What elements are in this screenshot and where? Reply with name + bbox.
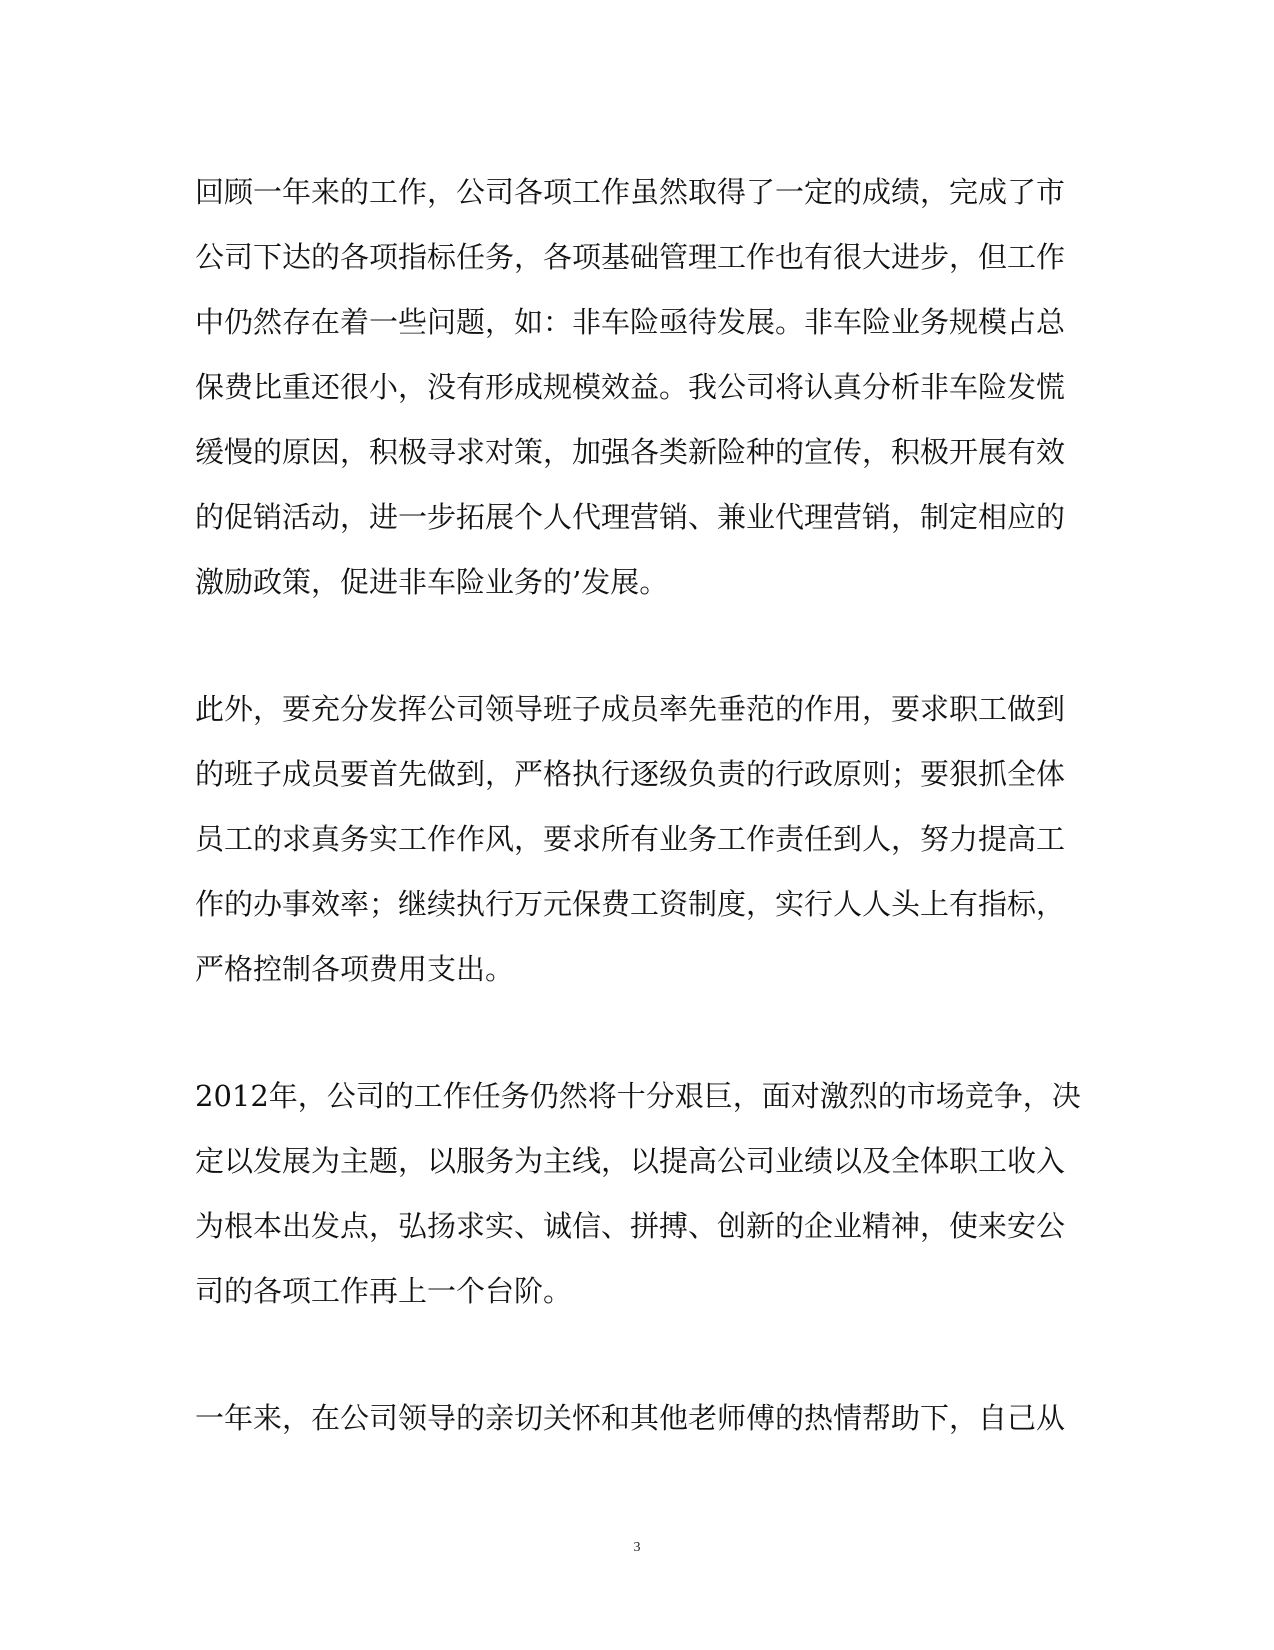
text-line: 定以发展为主题，以服务为主线，以提高公司业绩以及全体职工收入 [195, 1144, 1066, 1178]
text-line: 作的办事效率；继续执行万元保费工资制度，实行人人头上有指标， [195, 887, 1066, 921]
text-line: 激励政策，促进非车险业务的’发展。 [195, 565, 669, 599]
text-line: 缓慢的原因，积极寻求对策，加强各类新险种的宣传，积极开展有效 [195, 435, 1066, 469]
text-line: 的班子成员要首先做到，严格执行逐级负责的行政原则；要狠抓全体 [195, 757, 1066, 791]
text-line: 严格控制各项费用支出。 [195, 952, 515, 986]
text-line: 2012年，公司的工作任务仍然将十分艰巨，面对激烈的市场竞争，决 [195, 1079, 1081, 1113]
document-body [195, 160, 1081, 1513]
text-line: 为根本出发点，弘扬求实、诚信、拼搏、创新的企业精神，使来安公 [195, 1209, 1066, 1243]
paragraph-1 [195, 160, 1075, 615]
text-line: 员工的求真务实工作作风，要求所有业务工作责任到人，努力提高工 [195, 822, 1066, 856]
text-line: 回顾一年来的工作，公司各项工作虽然取得了一定的成绩，完成了市 [195, 175, 1066, 209]
paragraph-3 [195, 1064, 1081, 1324]
text-line: 此外，要充分发挥公司领导班子成员率先垂范的作用，要求职工做到 [195, 692, 1066, 726]
paragraph-2 [195, 677, 1075, 1002]
text-line: 中仍然存在着一些问题，如：非车险亟待发展。非车险业务规模占总 [195, 305, 1066, 339]
text-line: 司的各项工作再上一个台阶。 [195, 1274, 573, 1308]
text-line: 保费比重还很小，没有形成规模效益。我公司将认真分析非车险发慌 [195, 370, 1066, 404]
page-number: 3 [633, 1540, 641, 1555]
text-line: 一年来，在公司领导的亲切关怀和其他老师傅的热情帮助下，自己从 [195, 1401, 1066, 1435]
text-line: 公司下达的各项指标任务，各项基础管理工作也有很大进步，但工作 [195, 240, 1066, 274]
paragraph-4 [195, 1386, 1075, 1451]
text-line: 的促销活动，进一步拓展个人代理营销、兼业代理营销，制定相应的 [195, 500, 1066, 534]
